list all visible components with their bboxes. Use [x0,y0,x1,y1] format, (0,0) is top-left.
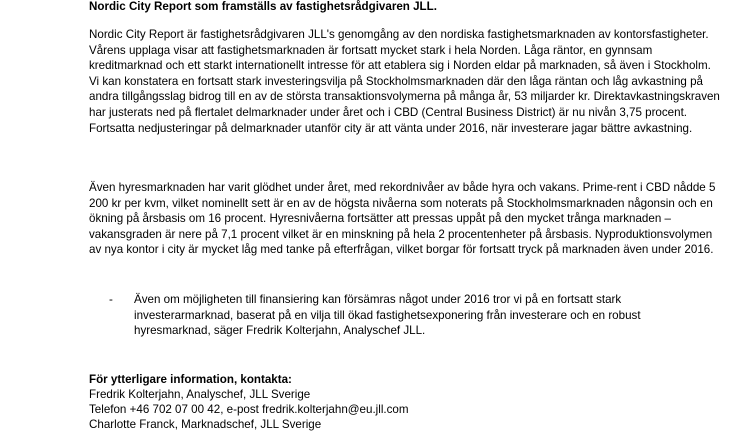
contact-name: Fredrik Kolterjahn, Analyschef, JLL Sverige [89,388,311,401]
contact-phone-email: Telefon +46 702 07 00 42, e-post fredrik.kolterjahn@eu.jll.com [89,403,409,416]
contact-name-2: Charlotte Franck, Marknadschef, JLL Sverige [89,418,322,431]
contact-heading: För ytterligare information, kontakta: [89,373,292,386]
quote-text: Även om möjligheten till finansiering kan försämras något under 2016 tror vi på en fortsatt stark investerarmarknad, baserat på en vilja till ökad fastighetsexponering från investerare och en robust hyresmarknad, säger Fredrik Kolterjahn, Analyschef JLL. [134,293,641,338]
bullet-dash: - [109,293,113,306]
body-paragraph-2: Även hyresmarknaden har varit glödhet under året, med rekordnivåer av både hyra och vakans. Prime-rent i CBD nådde 5 200 kr per kvm, vilket nominellt sett är en av de högsta nivåerna som noterats på Stockholmsmarknaden någonsin och en ökning på årsbasis om 16 procent. Hyresnivåerna fortsätter att pressas uppåt på den mycket trånga marknaden – vakansgraden är nere på 7,1 procent vilket är en minskning på hela 2 procentenheter på årsbasis. Nyproduktionsvolymen av nya kontor i city är mycket låg med tanke på efterfrågan, vilket borgar för fortsatt tryck på marknaden även under 2016. [89,181,716,257]
body-paragraph-1: Nordic City Report är fastighetsrådgivaren JLL's genomgång av den nordiska fastighetsmarknaden av kontorsfastigheter. Vårens upplaga visar att fastighetsmarknaden är fortsatt mycket stark i hela Norden. Låga räntor, en gynnsam kreditmarknad och ett starkt internationellt intresse för att etablera sig i Norden eldar på marknaden, så även i Stockholm. Vi kan konstatera en fortsatt stark investeringsvilja på Stockholmsmarknaden där den låga räntan och låg avkastning på andra tillgångsslag bidrog till en av de största transaktionsvolymerna på många år, 53 miljarder kr. Direktavkastningskraven har justerats ned på flertalet delmarknader under året och i CBD (Central Business District) är nu nivån 3,75 procent. Fortsatta nedjusteringar på delmarknader utanför city är att vänta under 2016, när investerare jagar bättre avkastning. [89,28,720,135]
document-title: Nordic City Report som framställs av fastighetsrådgivaren JLL. [89,0,437,13]
